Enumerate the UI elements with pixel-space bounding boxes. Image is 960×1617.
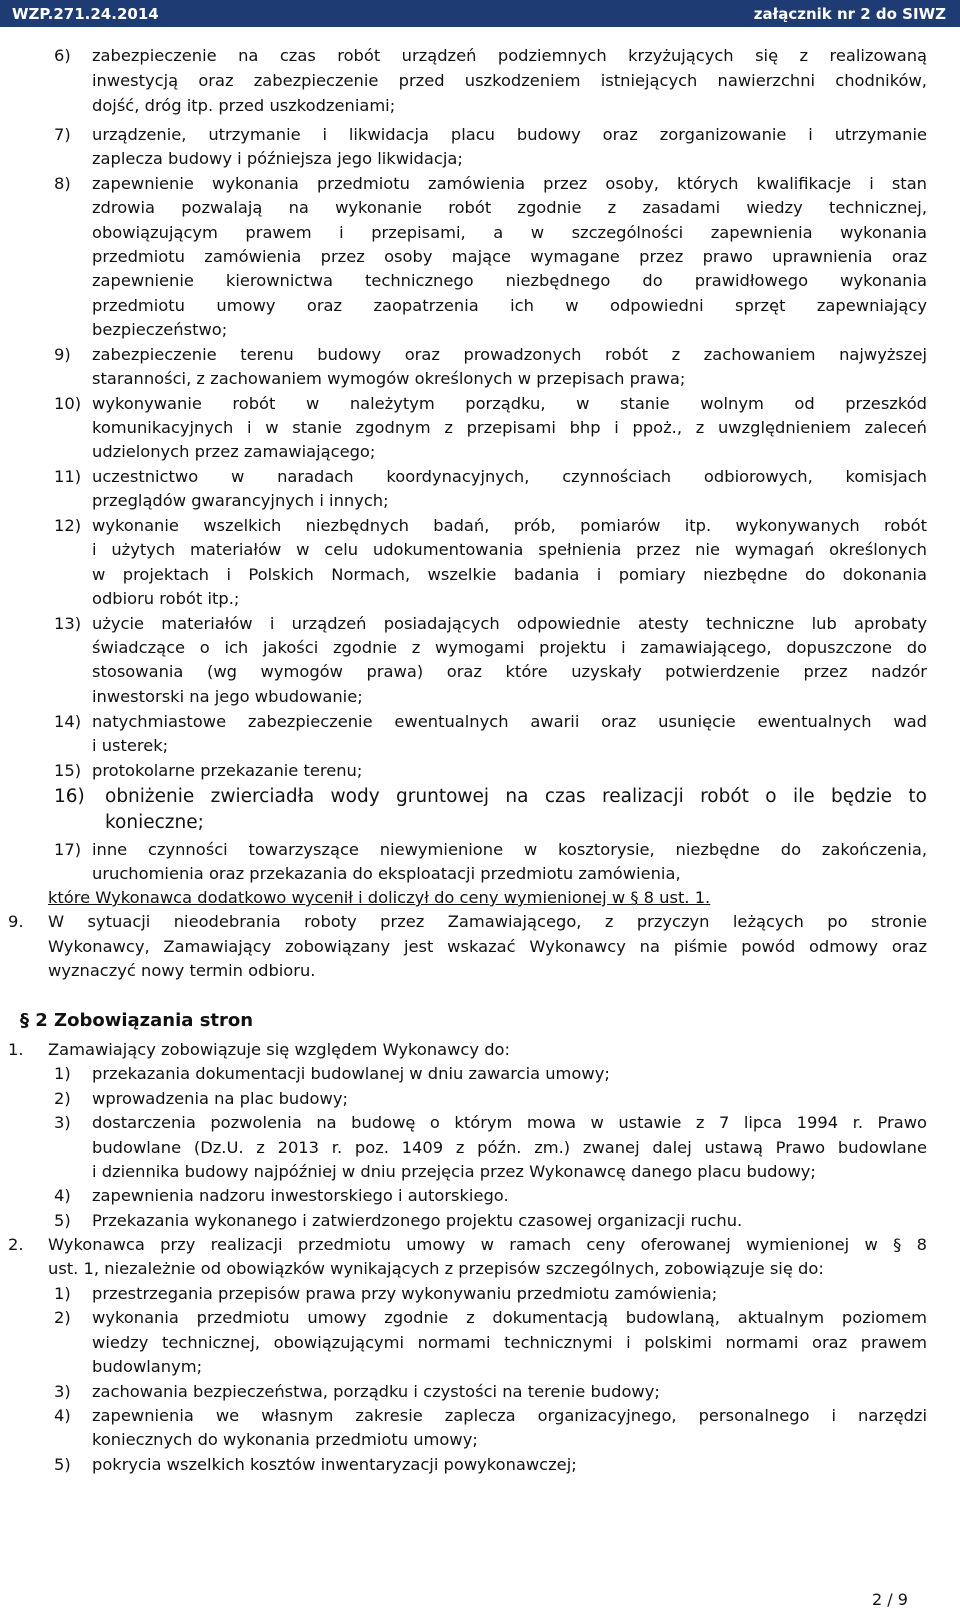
list-number: 14) — [54, 712, 82, 731]
text-line: użycie materiałów i urządzeń posiadających odpowiednie atesty techniczne lub aprobaty — [92, 614, 927, 633]
list-number: 10) — [54, 394, 82, 413]
text-line: odbioru robót itp.; — [92, 589, 240, 608]
list-number: 1) — [54, 1284, 71, 1303]
section-heading: § 2 Zobowiązania stron — [20, 1010, 254, 1031]
text-line: które Wykonawca dodatkowo wycenił i doliczył do ceny wymienionej w § 8 ust. 1. — [48, 888, 711, 907]
list-number: 5) — [54, 1455, 71, 1474]
text-line: wykonywanie robót w należytym porządku, w stanie wolnym od przeszkód — [92, 394, 927, 413]
text-line: zapewnienie kierownictwa technicznego niezbędnego do prawidłowego wykonania — [92, 271, 927, 290]
list-number: 7) — [54, 125, 71, 144]
list-number: 11) — [54, 467, 82, 486]
text-line: i dziennika budowy najpóźniej w dniu przejęcia przez Wykonawcę danego placu budowy; — [92, 1162, 816, 1181]
text-line: pokrycia wszelkich kosztów inwentaryzacji powykonawczej; — [92, 1455, 577, 1474]
text-line: inne czynności towarzyszące niewymienione w kosztorysie, niezbędne do zakończenia, — [92, 840, 927, 859]
case-reference: WZP.271.24.2014 — [12, 5, 159, 23]
text-line: w projektach i Polskich Normach, wszelkie badania i pomiary niezbędne do dokonania — [92, 565, 927, 584]
text-line: przekazania dokumentacji budowlanej w dniu zawarcia umowy; — [92, 1064, 610, 1083]
text-line: inwestorski na jego wbudowanie; — [92, 687, 363, 706]
text-line: dostarczenia pozwolenia na budowę o którym mowa w ustawie z 7 lipca 1994 r. Prawo — [92, 1113, 927, 1132]
list-number: 15) — [54, 761, 82, 780]
list-number: 13) — [54, 614, 82, 633]
list-number: 4) — [54, 1406, 71, 1425]
text-line: zabezpieczenie terenu budowy oraz prowadzonych robót z zachowaniem najwyższej — [92, 345, 927, 364]
text-line: koniecznych do wykonania przedmiotu umowy; — [92, 1430, 478, 1449]
text-line: wykonania przedmiotu umowy zgodnie z dokumentacją budowlaną, aktualnym poziomem — [92, 1308, 927, 1327]
text-line: Przekazania wykonanego i zatwierdzonego projektu czasowej organizacji ruchu. — [92, 1211, 743, 1230]
text-line: komunikacyjnych i w stanie zgodnym z przepisami bhp i ppoż., z uwzględnieniem zaleceń — [92, 418, 927, 437]
text-line: i usterek; — [92, 736, 169, 755]
list-number: 4) — [54, 1186, 71, 1205]
text-line: zapewnienia nadzoru inwestorskiego i autorskiego. — [92, 1186, 509, 1205]
list-number: 17) — [54, 840, 82, 859]
text-line: natychmiastowe zabezpieczenie ewentualnych awarii oraz usunięcie ewentualnych wad — [92, 712, 927, 731]
text-line: dojść, dróg itp. przed uszkodzeniami; — [92, 96, 396, 115]
text-line: zachowania bezpieczeństwa, porządku i czystości na terenie budowy; — [92, 1382, 660, 1401]
list-number: 8) — [54, 174, 71, 193]
text-line: wiedzy technicznej, obowiązującymi normami technicznymi i polskimi normami oraz prawem — [92, 1333, 927, 1352]
list-number: 2) — [54, 1089, 71, 1108]
text-line: Wykonawcy, Zamawiający zobowiązany jest wskazać Wykonawcy na piśmie powód odmowy oraz — [48, 937, 927, 956]
text-line: wykonanie wszelkich niezbędnych badań, prób, pomiarów itp. wykonywanych robót — [92, 516, 927, 535]
text-line: W sytuacji nieodebrania roboty przez Zamawiającego, z przyczyn leżących po stronie — [48, 912, 927, 931]
text-line: budowlanym; — [92, 1357, 203, 1376]
text-line: obowiązującym prawem i przepisami, a w szczególności zapewnienia wykonania — [92, 223, 927, 242]
text-line: zapewnienie wykonania przedmiotu zamówienia przez osoby, których kwalifikacje i stan — [92, 174, 927, 193]
text-line: bezpieczeństwo; — [92, 320, 228, 339]
text-line: przedmiotu zamówienia przez osoby mające wymagane przez prawo uprawnienia oraz — [92, 247, 927, 266]
text-line: przedmiotu umowy oraz zaopatrzenia ich w odpowiedni sprzęt zapewniający — [92, 296, 927, 315]
text-line: przeglądów gwarancyjnych i innych; — [92, 491, 389, 510]
attachment-label: załącznik nr 2 do SIWZ — [753, 5, 946, 23]
text-line: protokolarne przekazanie terenu; — [92, 761, 363, 780]
list-number: 2. — [8, 1235, 24, 1254]
list-number: 1. — [8, 1040, 24, 1059]
text-line: stosowania (wg wymogów prawa) oraz które uzyskały potwierdzenie przez nadzór — [92, 662, 927, 681]
text-line: udzielonych przez zamawiającego; — [92, 442, 376, 461]
text-line: świadczące o ich jakości zgodnie z wymogami projektu i zamawiającego, dopuszczone do — [92, 638, 927, 657]
text-line: wyznaczyć nowy termin odbioru. — [48, 961, 316, 980]
text-line: ust. 1, niezależnie od obowiązków wynikających z przepisów szczególnych, zobowiązuje się do: — [48, 1259, 824, 1278]
text-line: inwestycją oraz zabezpieczenie przed uszkodzeniem istniejących nawierzchni chodników, — [92, 71, 927, 90]
page-number: 2 / 9 — [872, 1590, 908, 1609]
list-number: 16) — [54, 786, 85, 807]
text-line: staranności, z zachowaniem wymogów określonych w przepisach prawa; — [92, 369, 686, 388]
list-number: 3) — [54, 1382, 71, 1401]
list-number: 6) — [54, 46, 71, 65]
document-header — [0, 0, 960, 27]
text-line: i użytych materiałów w celu udokumentowania spełnienia przez nie wymagań określonych — [92, 540, 927, 559]
text-line: zdrowia pozwalają na wykonanie robót zgodnie z zasadami wiedzy technicznej, — [92, 198, 927, 217]
text-line: uczestnictwo w naradach koordynacyjnych, czynnościach odbiorowych, komisjach — [92, 467, 927, 486]
text-line: zapewnienia we własnym zakresie zaplecza organizacyjnego, personalnego i narzędzi — [92, 1406, 927, 1425]
text-line: zaplecza budowy i późniejsza jego likwidacja; — [92, 149, 463, 168]
list-number: 2) — [54, 1308, 71, 1327]
text-line: budowlane (Dz.U. z 2013 r. poz. 1409 z późn. zm.) zwanej dalej ustawą Prawo budowlane — [92, 1138, 927, 1157]
list-number: 1) — [54, 1064, 71, 1083]
list-number: 3) — [54, 1113, 71, 1132]
text-line: wprowadzenia na plac budowy; — [92, 1089, 348, 1108]
text-line: Wykonawca przy realizacji przedmiotu umowy w ramach ceny oferowanej wymienionej w § 8 — [48, 1235, 927, 1254]
list-number: 9. — [8, 912, 24, 931]
text-line: Zamawiający zobowiązuje się względem Wykonawcy do: — [48, 1040, 510, 1059]
text-line: urządzenie, utrzymanie i likwidacja placu budowy oraz zorganizowanie i utrzymanie — [92, 125, 927, 144]
text-line: zabezpieczenie na czas robót urządzeń podziemnych krzyżujących się z realizowaną — [92, 46, 927, 65]
list-number: 5) — [54, 1211, 71, 1230]
text-line: obniżenie zwierciadła wody gruntowej na czas realizacji robót o ile będzie to — [105, 786, 927, 807]
list-number: 9) — [54, 345, 71, 364]
text-line: konieczne; — [105, 812, 204, 833]
text-line: przestrzegania przepisów prawa przy wykonywaniu przedmiotu zamówienia; — [92, 1284, 718, 1303]
text-line: uruchomienia oraz przekazania do eksploatacji przedmiotu zamówienia, — [92, 864, 681, 883]
list-number: 12) — [54, 516, 82, 535]
